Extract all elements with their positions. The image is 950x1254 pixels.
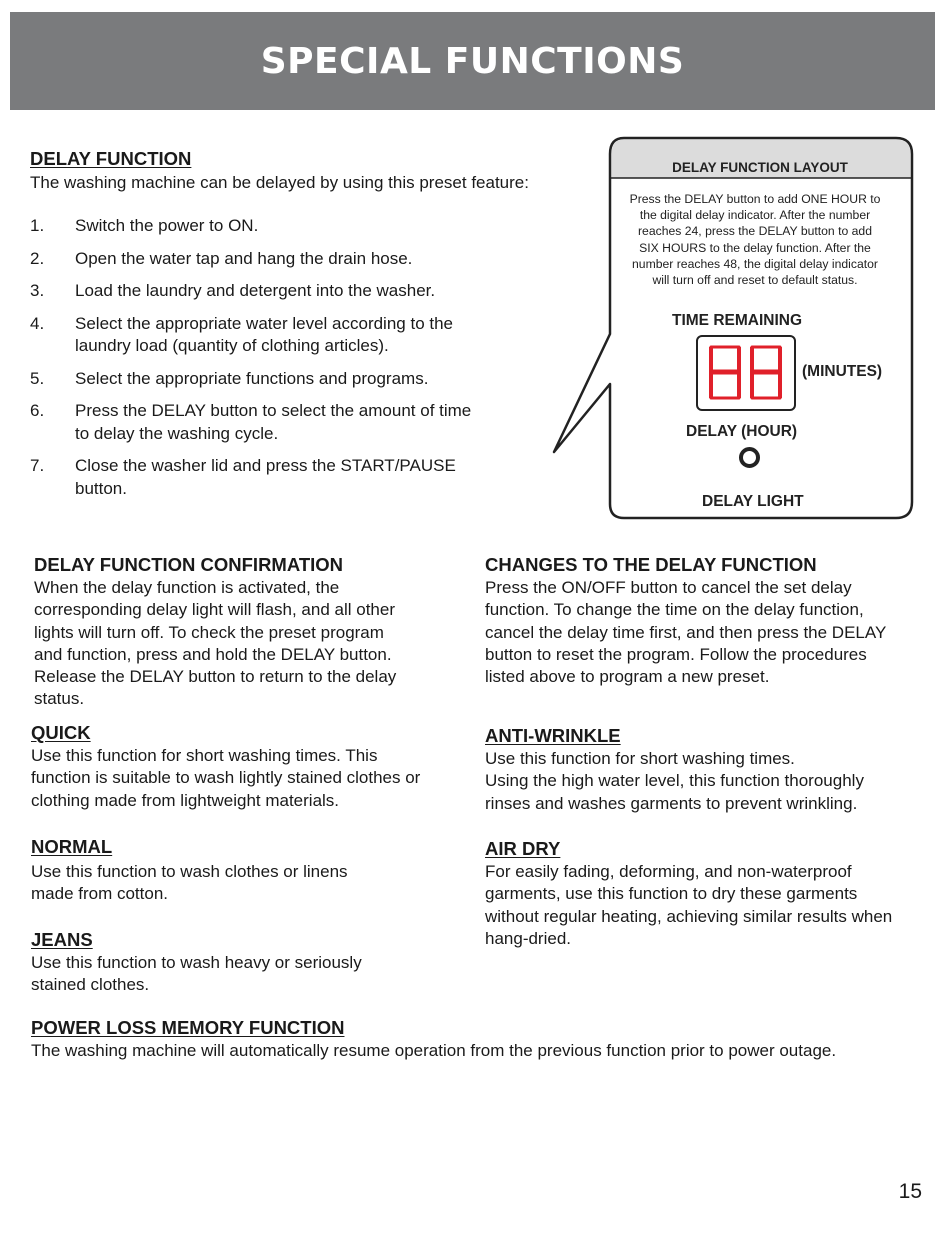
changes-text: Press the ON/OFF button to cancel the set delay function. To change the time on the delay function, cancel the delay time first, and then press the DELAY button to reset the program. Follow the procedures listed above to program a new preset. bbox=[485, 578, 886, 687]
anti-wrinkle-line-2: Using the high water level, this function thoroughly rinses and washes garments to prevent wrinkling. bbox=[485, 771, 864, 813]
step-number: 6. bbox=[30, 401, 45, 420]
air-dry-text: For easily fading, deforming, and non-waterproof garments, use this function to dry these garments without regular heating, achieving similar results when hang-dried. bbox=[485, 862, 893, 948]
list-item bbox=[30, 248, 500, 271]
delay-function-intro: The washing machine can be delayed by using this preset feature: bbox=[30, 173, 529, 192]
minutes-label: (MINUTES) bbox=[802, 363, 883, 380]
delay-layout-description: Press the DELAY button to add ONE HOUR to the digital delay indicator. After the number reaches 24, press the DELAY button to add SIX HOURS to the delay function. After the number reaches 48, the digital delay indicator will turn off and reset to default status. bbox=[629, 192, 881, 288]
anti-wrinkle-line-1: Use this function for short washing times. bbox=[485, 749, 795, 768]
normal-text: Use this function to wash clothes or linens made from cotton. bbox=[31, 862, 348, 904]
jeans-heading: JEANS bbox=[31, 929, 93, 950]
seven-segment-display-icon bbox=[706, 344, 786, 402]
anti-wrinkle-text bbox=[485, 748, 905, 815]
digital-delay-indicator bbox=[696, 335, 796, 411]
page-number: 15 bbox=[898, 1180, 922, 1203]
step-number: 5. bbox=[30, 368, 45, 388]
delay-light-icon bbox=[739, 447, 760, 468]
step-text: Select the appropriate functions and programs. bbox=[75, 368, 429, 388]
step-text: Press the DELAY button to select the amount of time to delay the washing cycle. bbox=[75, 401, 472, 443]
power-loss-heading: POWER LOSS MEMORY FUNCTION bbox=[31, 1017, 345, 1038]
step-number: 1. bbox=[30, 216, 45, 235]
step-number: 2. bbox=[30, 248, 45, 268]
list-item bbox=[30, 280, 500, 303]
step-text: Load the laundry and detergent into the washer. bbox=[75, 281, 436, 300]
step-text: Close the washer lid and press the START/PAUSE button. bbox=[75, 456, 456, 498]
list-item bbox=[30, 400, 475, 445]
changes-heading: CHANGES TO THE DELAY FUNCTION bbox=[485, 554, 817, 575]
step-number: 4. bbox=[30, 313, 45, 333]
step-text: Open the water tap and hang the drain hose. bbox=[75, 248, 413, 268]
air-dry-heading: AIR DRY bbox=[485, 838, 561, 859]
delay-layout-title: DELAY FUNCTION LAYOUT bbox=[672, 160, 848, 175]
power-loss-text: The washing machine will automatically resume operation from the previous function prior to power outage. bbox=[31, 1041, 837, 1060]
confirmation-heading: DELAY FUNCTION CONFIRMATION bbox=[34, 554, 344, 575]
delay-function-heading: DELAY FUNCTION bbox=[30, 148, 192, 169]
list-item bbox=[30, 455, 505, 500]
jeans-text: Use this function to wash heavy or seriously stained clothes. bbox=[31, 953, 362, 995]
time-remaining-label: TIME REMAINING bbox=[672, 312, 803, 329]
page-title: SPECIAL FUNCTIONS bbox=[260, 40, 685, 82]
delay-hour-label: DELAY (HOUR) bbox=[686, 423, 798, 440]
confirmation-text: When the delay function is activated, the corresponding delay light will flash, and all other lights will turn off. To check the preset program and function, press and hold the DELAY button. Release the DELAY button to return to the delay status. bbox=[34, 578, 397, 709]
delay-steps-list bbox=[30, 215, 500, 500]
anti-wrinkle-heading: ANTI-WRINKLE bbox=[485, 725, 621, 746]
step-number: 7. bbox=[30, 456, 45, 475]
quick-heading: QUICK bbox=[31, 722, 91, 743]
step-number: 3. bbox=[30, 281, 45, 300]
step-text: Switch the power to ON. bbox=[75, 216, 259, 235]
delay-light-label: DELAY LIGHT bbox=[702, 493, 804, 510]
normal-heading: NORMAL bbox=[31, 836, 113, 857]
list-item bbox=[30, 313, 495, 358]
quick-text: Use this function for short washing times. This function is suitable to wash lightly stained clothes or clothing made from lightweight materials. bbox=[31, 746, 421, 810]
step-text: Select the appropriate water level according to the laundry load (quantity of clothing articles). bbox=[75, 313, 454, 355]
list-item bbox=[30, 368, 500, 391]
header-banner bbox=[10, 12, 935, 110]
list-item bbox=[30, 215, 500, 238]
